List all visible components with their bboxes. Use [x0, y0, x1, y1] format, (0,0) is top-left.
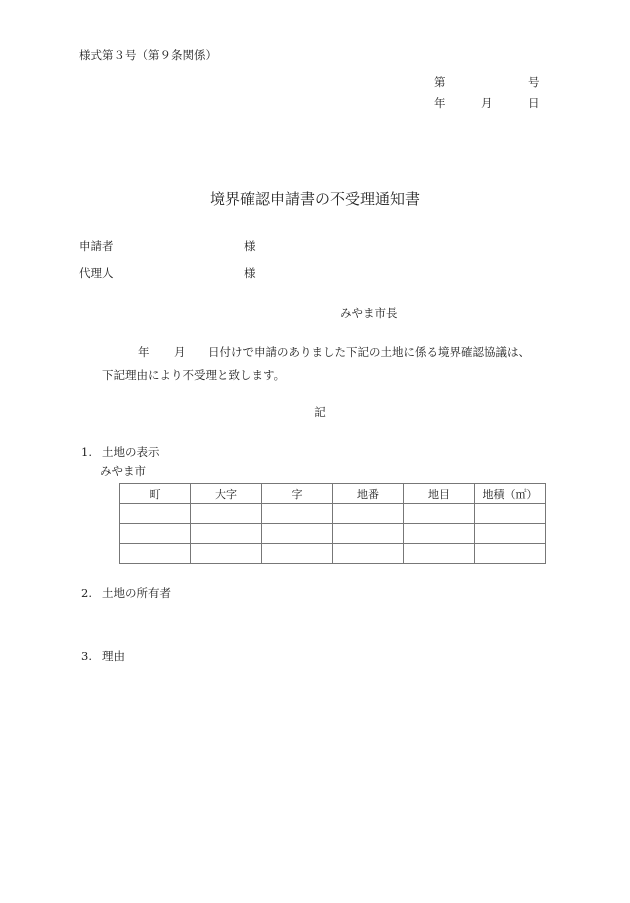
section-1-title: 土地の表示	[102, 445, 160, 459]
table-cell	[120, 524, 191, 544]
doc-number-prefix: 第	[434, 75, 446, 89]
header-cho: 町	[120, 484, 191, 504]
table-cell	[475, 524, 546, 544]
header-aza: 字	[262, 484, 333, 504]
table-cell	[262, 524, 333, 544]
table-cell	[475, 504, 546, 524]
section-3-number: 3.	[81, 649, 92, 663]
section-2-title: 土地の所有者	[102, 586, 171, 600]
table-row	[120, 544, 546, 564]
body-month: 月	[174, 345, 186, 359]
table-row	[120, 504, 546, 524]
ki-heading: 記	[314, 405, 326, 419]
body-line-1-text: 日付けで申請のありました下記の土地に係る境界確認協議は、	[208, 345, 530, 359]
table-cell	[191, 504, 262, 524]
table-cell	[191, 524, 262, 544]
table-cell	[120, 504, 191, 524]
issuer-name: みやま市長	[340, 306, 398, 320]
table-cell	[475, 544, 546, 564]
header-chimoku: 地目	[404, 484, 475, 504]
applicant-label: 申請者	[79, 239, 114, 253]
table-cell	[262, 504, 333, 524]
section-1-city: みやま市	[100, 464, 146, 478]
section-1-number: 1.	[81, 445, 92, 459]
table-cell	[333, 504, 404, 524]
date-month: 月	[481, 96, 493, 110]
doc-number-suffix: 号	[528, 75, 540, 89]
table-cell	[404, 504, 475, 524]
header-oaza: 大字	[191, 484, 262, 504]
applicant-honorific: 様	[244, 239, 256, 253]
date-day: 日	[528, 96, 540, 110]
header-chiseki: 地積（㎡）	[475, 484, 546, 504]
agent-label: 代理人	[79, 266, 114, 280]
table-cell	[404, 544, 475, 564]
table-cell	[120, 544, 191, 564]
document-title: 境界確認申請書の不受理通知書	[209, 190, 420, 208]
land-table	[119, 483, 546, 564]
land-table-header-row	[120, 484, 546, 504]
table-cell	[262, 544, 333, 564]
table-cell	[333, 544, 404, 564]
header-chiban: 地番	[333, 484, 404, 504]
table-row	[120, 524, 546, 544]
table-cell	[404, 524, 475, 544]
table-cell	[191, 544, 262, 564]
section-2-number: 2.	[81, 586, 92, 600]
body-year: 年	[138, 345, 150, 359]
date-year: 年	[434, 96, 446, 110]
form-number: 様式第３号（第９条関係）	[79, 48, 217, 62]
section-3-title: 理由	[102, 649, 125, 663]
table-cell	[333, 524, 404, 544]
body-line-2: 下記理由により不受理と致します。	[102, 368, 286, 382]
agent-honorific: 様	[244, 266, 256, 280]
